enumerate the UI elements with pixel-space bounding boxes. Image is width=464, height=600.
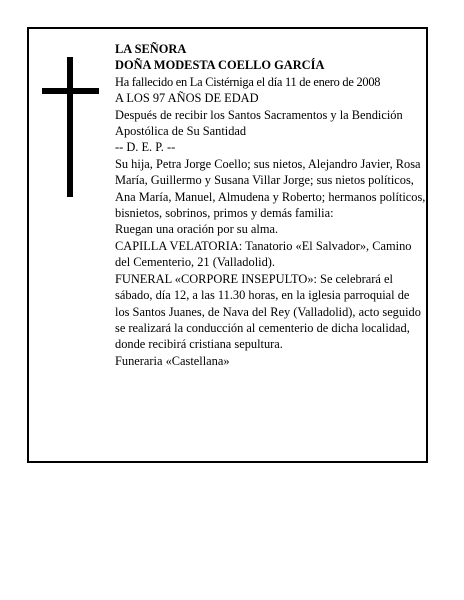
prayer-request: Ruegan una oración por su alma. [115, 222, 279, 237]
cross-vertical-bar [67, 57, 73, 197]
cross-icon [42, 57, 99, 197]
obituary-notice [27, 27, 428, 463]
age-line: A LOS 97 AÑOS DE EDAD [115, 91, 259, 106]
funeral-paragraph: FUNERAL «CORPORE INSEPULTO»: Se celebrará el sábado, día 12, a las 11.30 horas, en la iglesia parroquial de los Santos Juanes, de Nava del Rey (Valladolid), acto seguido se realizará la conducción al cementerio de dicha localidad, donde recibirá cristiana sepultura. [115, 271, 421, 352]
death-statement: Ha fallecido en La Cistérniga el día 11 de enero de 2008 [115, 74, 381, 89]
rip-line: -- D. E. P. -- [115, 140, 176, 155]
obituary-text [115, 41, 426, 369]
deceased-name: DOÑA MODESTA COELLO GARCÍA [115, 58, 325, 73]
honorific-line: LA SEÑORA [115, 42, 187, 56]
family-paragraph: Su hija, Petra Jorge Coello; sus nietos, Alejandro Javier, Rosa María, Guillermo y Susana Villar Jorge; sus nietos políticos, Ana María, Manuel, Almudena y Roberto; hermanos políticos, bisnietos, sobrinos, primos y demás familia: [115, 156, 426, 221]
chapel-paragraph: CAPILLA VELATORIA: Tanatorio «El Salvador», Camino del Cementerio, 21 (Valladolid). [115, 238, 412, 270]
cross-horizontal-bar [42, 88, 99, 94]
sacraments-line: Después de recibir los Santos Sacramentos y la Bendición Apostólica de Su Santidad [115, 107, 403, 139]
funeral-home: Funeraria «Castellana» [115, 353, 230, 368]
